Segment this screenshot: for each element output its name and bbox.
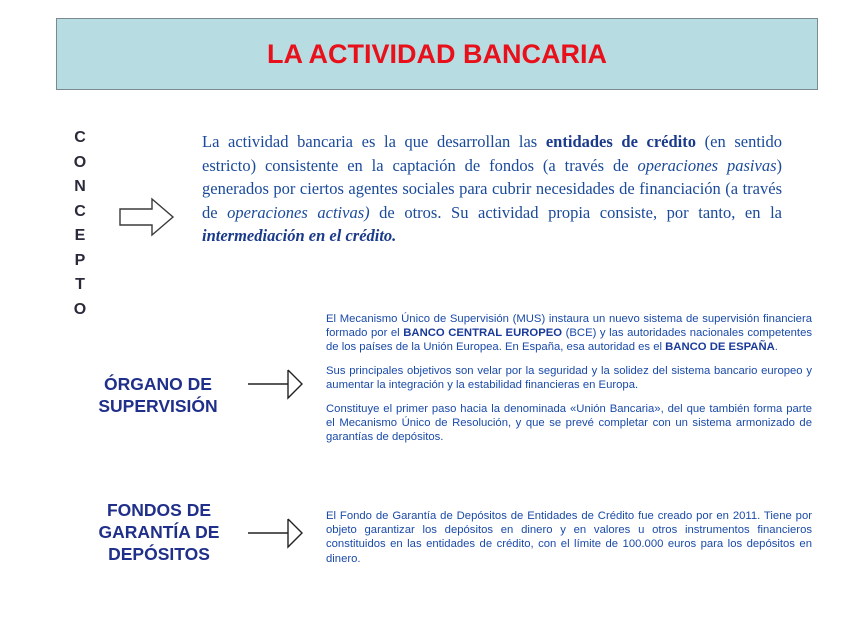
- concepto-letter: T: [75, 276, 85, 293]
- fondos-text: [326, 509, 812, 575]
- fondos-heading: FONDOS DE GARANTÍA DE DEPÓSITOS: [98, 500, 220, 564]
- concepto-letter: E: [74, 227, 86, 244]
- title-banner: [56, 18, 818, 90]
- arrow-right-line-icon: [246, 515, 306, 551]
- arrow-right-line-icon: [246, 366, 306, 402]
- concepto-letter: C: [74, 202, 86, 220]
- organo-paragraph: El Mecanismo Único de Supervisión (MUS) instaura un nuevo sistema de supervisión financiera formado por el BANCO CENTRAL EUROPEO (BCE) y las autoridades nacionales competentes de los países de la Unión Europea. En España, esa autoridad es el BANCO DE ESPAÑA.: [326, 313, 812, 354]
- page-title: LA ACTIVIDAD BANCARIA: [267, 38, 607, 69]
- concepto-letter: O: [73, 300, 87, 318]
- fondos-paragraph: El Fondo de Garantía de Depósitos de Entidades de Crédito fue creado por en 2011. Tiene por objeto garantizar los depósitos en dinero y en valores u otros instrumentos financieros constituidos en las entidades de crédito, con el límite de 100.000 euros para los depósitos en dinero.: [326, 510, 812, 565]
- concepto-letter: C: [74, 129, 86, 146]
- arrow-right-outline-icon: [118, 196, 176, 238]
- concepto-paragraph: La actividad bancaria es la que desarrollan las entidades de crédito (en sentido estricto) consistente en la captación de fondos (a través de operaciones pasivas) generados por ciertos agentes sociales para cubrir necesidades de financiación (a través de operaciones activas) de otros. Su actividad propia consiste, por tanto, en la intermediación en el crédito.: [202, 132, 782, 246]
- organo-paragraph: Sus principales objetivos son velar por la seguridad y la solidez del sistema bancario europeo y aumentar la integración y la estabilidad financieras en Europa.: [326, 365, 812, 392]
- concepto-vertical-label: [72, 126, 88, 322]
- organo-paragraph: Constituye el primer paso hacia la denominada «Unión Bancaria», del que también forma parte el Mecanismo Único de Resolución, y que se prevé completar con un sistema armonizado de garantías de depósitos.: [326, 403, 812, 444]
- organo-text: [326, 312, 812, 454]
- concepto-letter: N: [74, 178, 86, 195]
- concepto-letter: O: [73, 153, 87, 171]
- concepto-letter: P: [74, 251, 86, 269]
- organo-heading: ÓRGANO DE SUPERVISIÓN: [98, 374, 218, 416]
